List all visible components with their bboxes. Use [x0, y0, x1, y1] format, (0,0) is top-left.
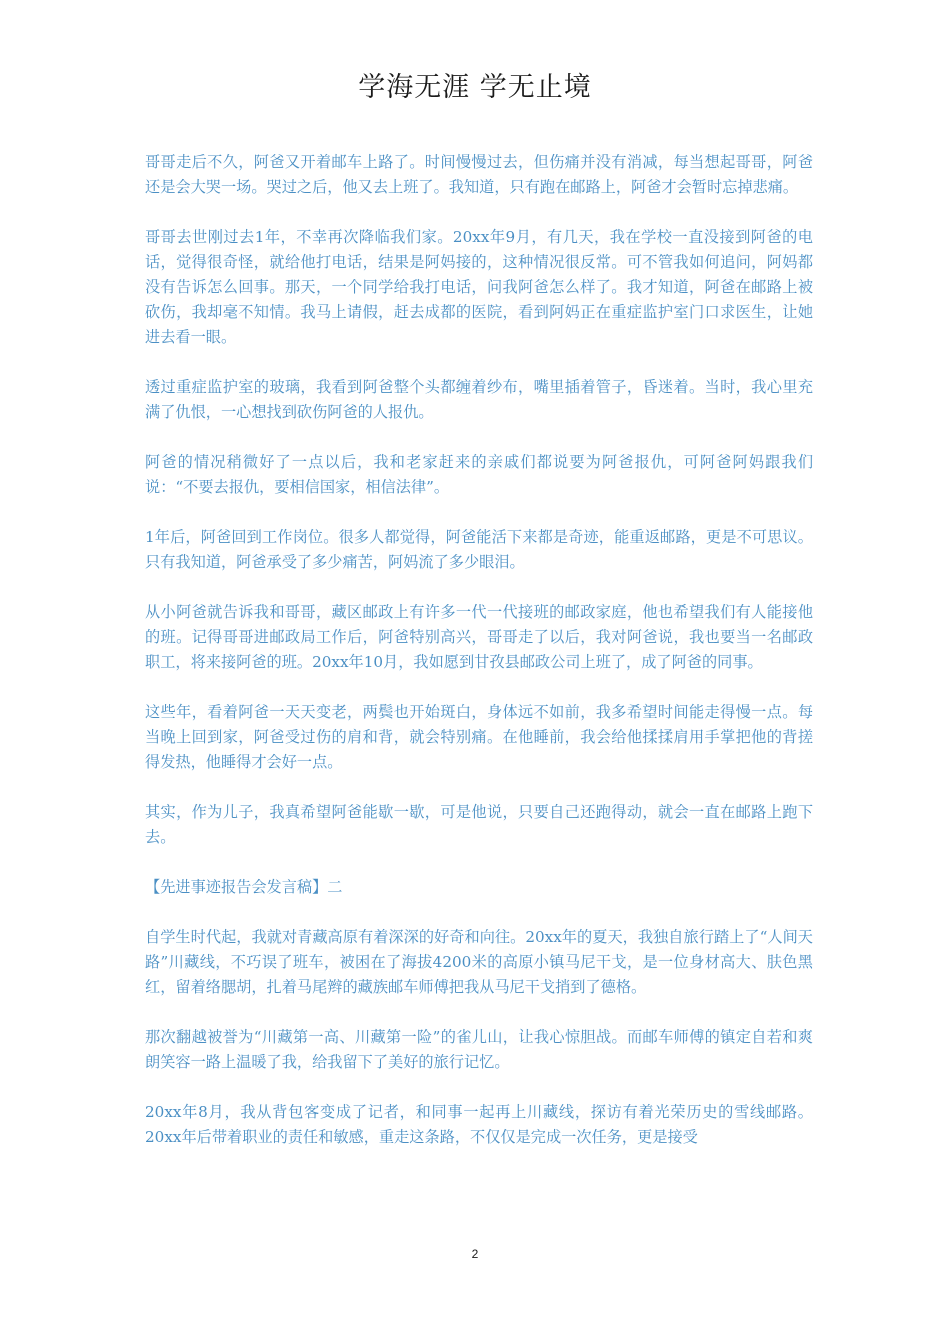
paragraph: 哥哥去世刚过去1年，不幸再次降临我们家。20xx年9月，有几天，我在学校一直没接到阿爸的电话，觉得很奇怪，就给他打电话，结果是阿妈接的，这种情况很反常。可不管我如何追问，阿妈都没有告诉怎么回事。那天，一个同学给我打电话，问我阿爸怎么样了。我才知道，阿爸在邮路上被砍伤，我却毫不知情。我马上请假，赶去成都的医院，看到阿妈正在重症监护室门口求医生，让她进去看一眼。 [145, 228, 813, 346]
paragraph: 这些年，看着阿爸一天天变老，两鬓也开始斑白，身体远不如前，我多希望时间能走得慢一点。每当晚上回到家，阿爸受过伤的肩和背，就会特别痛。在他睡前，我会给他揉揉肩用手掌把他的背搓得发热，他睡得才会好一点。 [145, 703, 813, 771]
paragraph: 哥哥走后不久，阿爸又开着邮车上路了。时间慢慢过去，但伤痛并没有消减，每当想起哥哥，阿爸还是会大哭一场。哭过之后，他又去上班了。我知道，只有跑在邮路上，阿爸才会暂时忘掉悲痛。 [145, 153, 813, 196]
section-heading: 【先进事迹报告会发言稿】二 [145, 878, 343, 896]
paragraph: 那次翻越被誉为“川藏第一高、川藏第一险”的雀儿山，让我心惊胆战。而邮车师傅的镇定自若和爽朗笑容一路上温暖了我，给我留下了美好的旅行记忆。 [145, 1028, 813, 1071]
paragraph: 其实，作为儿子，我真希望阿爸能歇一歇，可是他说，只要自己还跑得动，就会一直在邮路上跑下去。 [145, 803, 813, 846]
paragraph: 自学生时代起，我就对青藏高原有着深深的好奇和向往。20xx年的夏天，我独自旅行踏上了“人间天路”川藏线，不巧误了班车，被困在了海拔4200米的高原小镇马尼干戈，是一位身材高大、肤色黑红，留着络腮胡，扎着马尾辫的藏族邮车师傅把我从马尼干戈捎到了德格。 [145, 928, 813, 996]
paragraph: 从小阿爸就告诉我和哥哥，藏区邮政上有许多一代一代接班的邮政家庭，他也希望我们有人能接他的班。记得哥哥进邮政局工作后，阿爸特别高兴，哥哥走了以后，我对阿爸说，我也要当一名邮政职工，将来接阿爸的班。20xx年10月，我如愿到甘孜县邮政公司上班了，成了阿爸的同事。 [145, 603, 813, 671]
document-body [145, 150, 813, 1175]
paragraph: 透过重症监护室的玻璃，我看到阿爸整个头都缠着纱布，嘴里插着管子，昏迷着。当时，我心里充满了仇恨，一心想找到砍伤阿爸的人报仇。 [145, 378, 813, 421]
paragraph: 20xx年8月，我从背包客变成了记者，和同事一起再上川藏线，探访有着光荣历史的雪线邮路。20xx年后带着职业的责任和敏感，重走这条路，不仅仅是完成一次任务，更是接受 [145, 1103, 813, 1146]
page-number: 2 [471, 1247, 479, 1261]
paragraph: 阿爸的情况稍微好了一点以后，我和老家赶来的亲戚们都说要为阿爸报仇，可阿爸阿妈跟我们说：“不要去报仇，要相信国家，相信法律”。 [145, 453, 813, 496]
paragraph: 1年后，阿爸回到工作岗位。很多人都觉得，阿爸能活下来都是奇迹，能重返邮路，更是不可思议。只有我知道，阿爸承受了多少痛苦，阿妈流了多少眼泪。 [145, 528, 813, 571]
page-header-title: 学海无涯 学无止境 [358, 72, 592, 103]
